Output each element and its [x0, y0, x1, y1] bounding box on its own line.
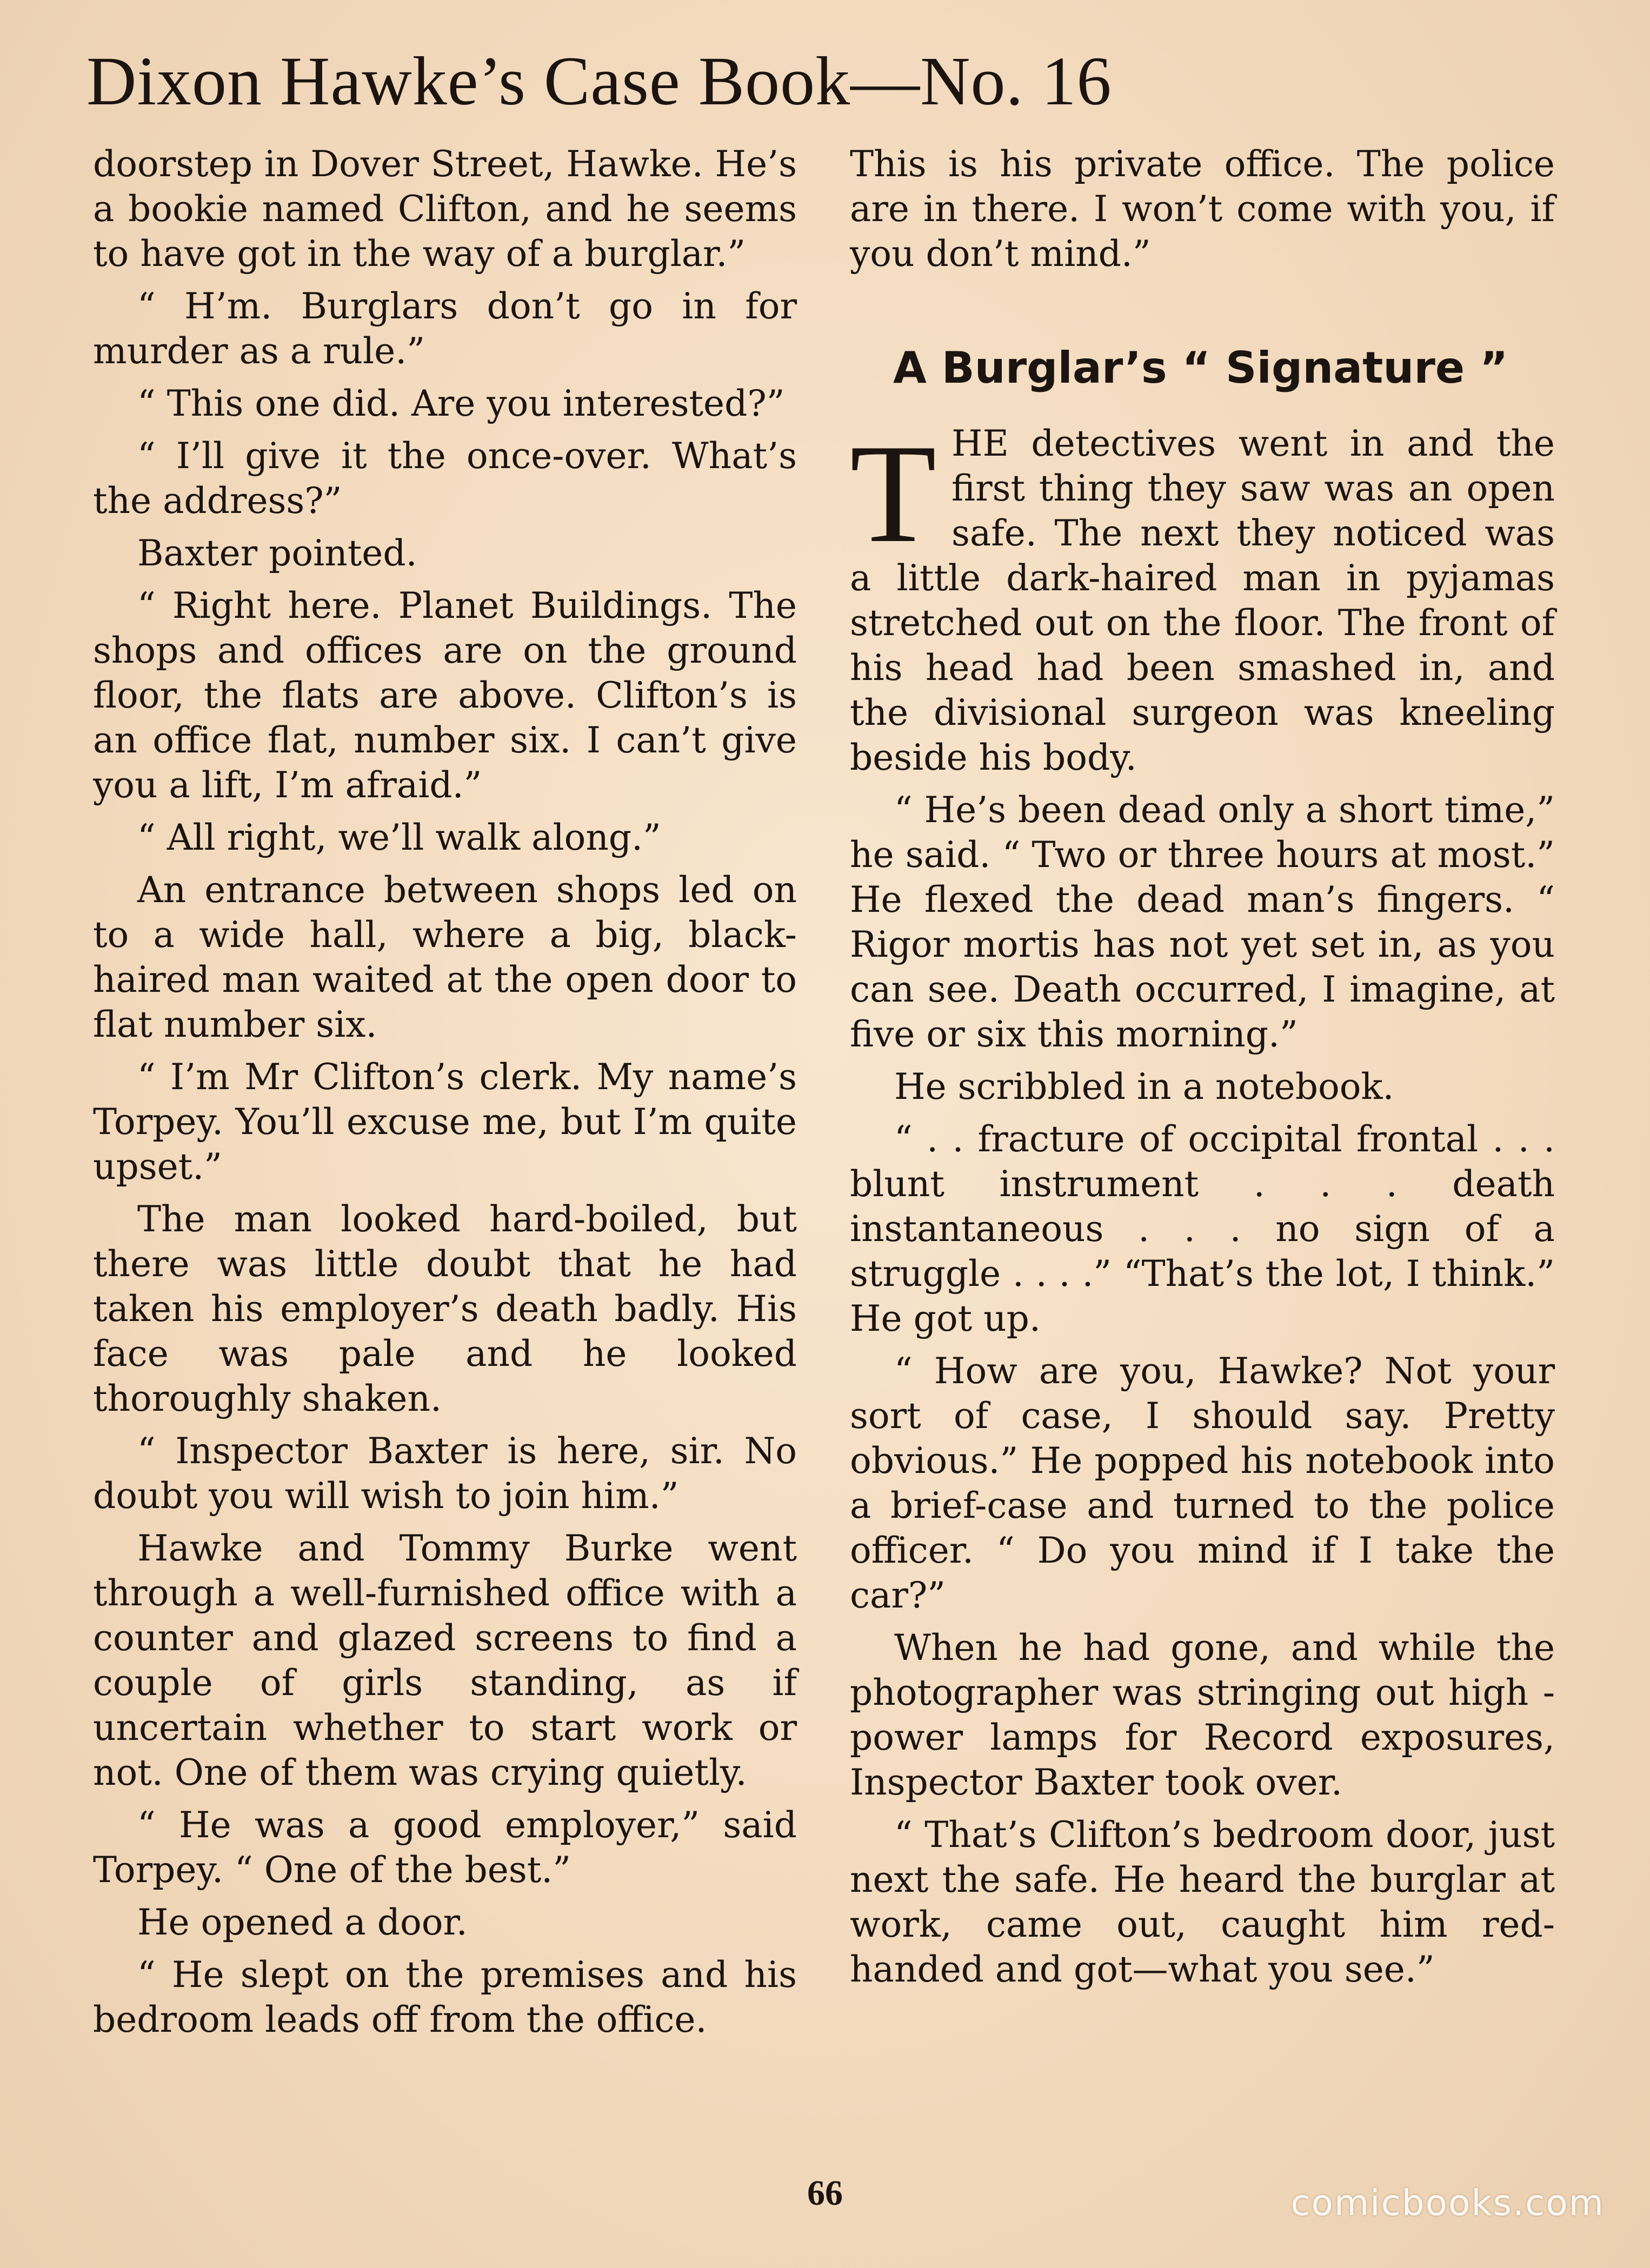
page-title: Dixon Hawke’s Case Book—No. 16 [87, 43, 1112, 119]
paragraph: “ Right here. Planet Buildings. The shops and offices are on the ground floor, the flats are above. Clifton’s is an office flat, number six. I can’t give you a lift, I’m afraid.” [93, 585, 797, 806]
paragraph: This is his private office. The police are in there. I won’t come with you, if you don’t mind.” [850, 143, 1555, 275]
paragraph: “ He was a good employer,” said Torpey. “ One of the best.” [93, 1804, 797, 1891]
paragraph: “ That’s Clifton’s bedroom door, just next the safe. He heard the burglar at work, came out, caught him red-handed and got—what you see.” [850, 1814, 1555, 1990]
watermark: comicbooks.com [1290, 2182, 1605, 2224]
paragraph: He scribbled in a notebook. [894, 1066, 1394, 1108]
paragraph: “ All right, we’ll walk along.” [137, 817, 661, 858]
paragraph: Hawke and Tommy Burke went through a well-furnished office with a counter and glazed screens to find a couple of girls standing, as if uncertain whether to start work or not. One of them was crying quietly. [93, 1527, 797, 1793]
paragraph: The man looked hard-boiled, but there was little doubt that he had taken his employer’s death badly. His face was pale and he looked thoroughly shaken. [93, 1198, 797, 1419]
paragraph: doorstep in Dover Street, Hawke. He’s a bookie named Clifton, and he seems to have got in the way of a burglar.” [93, 143, 797, 275]
paragraph: “ Inspector Baxter is here, sir. No doubt you will wish to join him.” [93, 1430, 797, 1517]
drop-cap: T [850, 415, 937, 572]
section-heading: A Burglar’s “ Signature ” [893, 343, 1508, 393]
page-number: 66 [807, 2173, 843, 2213]
left-text-column [93, 142, 797, 2050]
paragraph: An entrance between shops led on to a wide hall, where a big, black-haired man waited at the open door to flat number six. [93, 869, 797, 1045]
paragraph: When he had gone, and while the photographer was stringing out high - power lamps for Record exposures, Inspector Baxter took over. [850, 1627, 1555, 1803]
paragraph-text: HE detectives went in and the first thing they saw was an open safe. The next they noticed was a little dark-haired man in pyjamas stretched out on the floor. The front of his head had been smashed in, and the divisional surgeon was kneeling beside his body. [850, 423, 1555, 778]
paragraph: “ He slept on the premises and his bedroom leads off from the office. [93, 1954, 797, 2040]
paragraph-with-dropcap [850, 415, 1555, 780]
right-text-column [850, 142, 1555, 1999]
paragraph: “ H’m. Burglars don’t go in for murder as a rule.” [93, 285, 797, 372]
paragraph: “ I’m Mr Clifton’s clerk. My name’s Torpey. You’ll excuse me, but I’m quite upset.” [93, 1056, 797, 1188]
paragraph: “ This one did. Are you interested?” [137, 383, 785, 424]
paragraph: He opened a door. [137, 1902, 468, 1943]
paragraph: “ . . fracture of occipital frontal . . . blunt instrument . . . death instantaneous . . . no sign of a struggle . . . .” “That’s the lot, I think.” He got up. [850, 1118, 1555, 1339]
paragraph: “ How are you, Hawke? Not your sort of case, I should say. Pretty obvious.” He popped his notebook into a brief-case and turned to the police officer. “ Do you mind if I take the car?” [850, 1350, 1555, 1616]
paragraph: Baxter pointed. [137, 532, 417, 574]
paragraph: “ I’ll give it the once-over. What’s the address?” [93, 435, 797, 522]
paragraph: “ He’s been dead only a short time,” he said. “ Two or three hours at most.” He flexed the dead man’s fingers. “ Rigor mortis has not yet set in, as you can see. Death occurred, I imagine, at five or six this morning.” [850, 789, 1555, 1055]
